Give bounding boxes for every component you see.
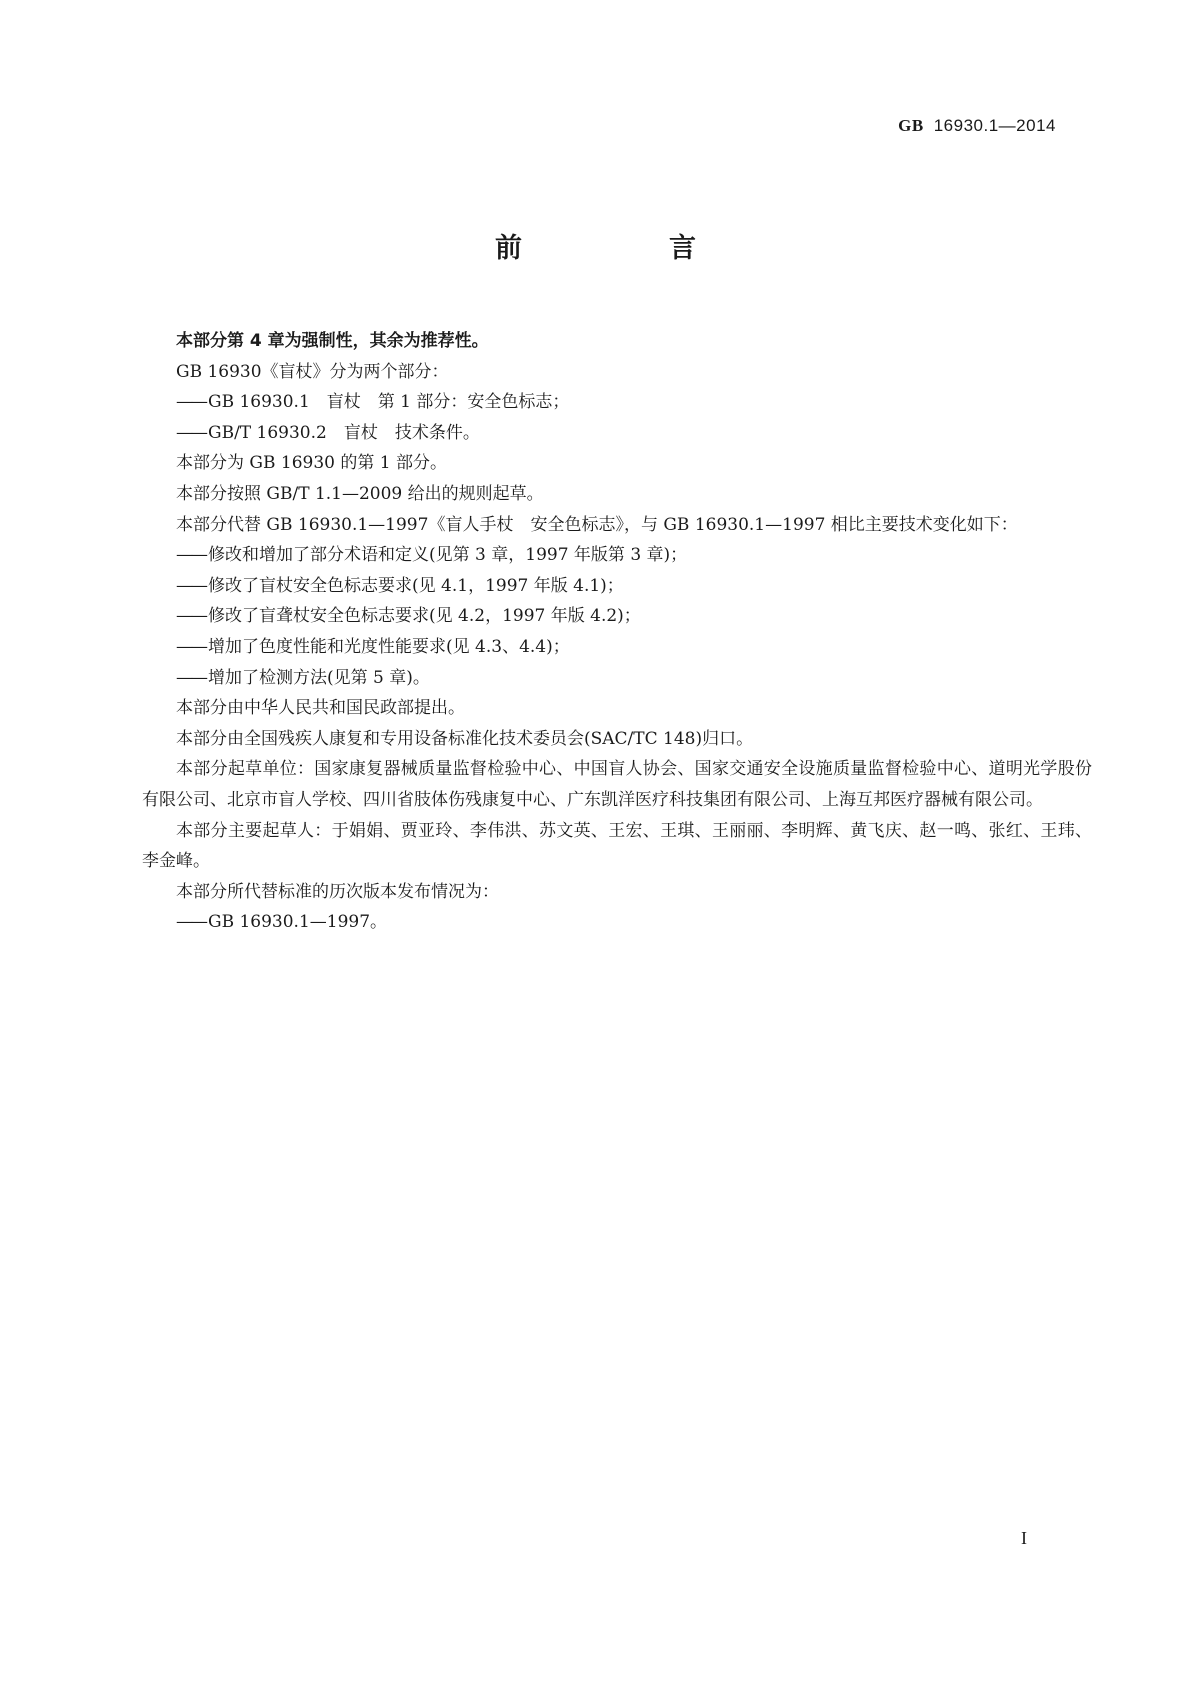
paragraph: 本部分由中华人民共和国民政部提出。 [176,698,465,719]
paragraph: 本部分所代替标准的历次版本发布情况为： [176,881,499,902]
list-item: —— 增加了检测方法(见第 5 章)。 [142,663,1092,694]
mandatory-statement: 本部分第 4 章为强制性，其余为推荐性。 [176,331,489,351]
paragraph: 本部分由全国残疾人康复和专用设备标准化技术委员会(SAC/TC 148)归口。 [176,728,754,749]
paragraph: 本部分按照 GB/T 1.1—2009 给出的规则起草。 [176,483,544,504]
standard-prefix: GB [898,116,924,135]
standard-code [898,116,1056,136]
paragraph: GB 16930《盲杖》分为两个部分： [176,361,449,382]
list-item: —— 修改了盲杖安全色标志要求(见 4.1，1997 年版 4.1)； [142,571,1092,602]
drafting-units: 本部分起草单位：国家康复器械质量监督检验中心、中国盲人协会、国家交通安全设施质量监督检验中心、道明光学股份有限公司、北京市盲人学校、四川省肢体伤残康复中心、广东凯洋医疗科技集团有限公司、上海互邦医疗器械有限公司。 [142,759,1092,810]
list-item: —— 修改和增加了部分术语和定义(见第 3 章，1997 年版第 3 章)； [142,540,1092,571]
foreword-body [142,326,1092,938]
paragraph: 本部分为 GB 16930 的第 1 部分。 [176,453,447,474]
page-number: I [1021,1528,1027,1548]
list-item: —— GB/T 16930.2 盲杖 技术条件。 [142,418,1092,449]
standard-number: 16930.1—2014 [933,116,1056,135]
list-item: —— GB 16930.1 盲杖 第 1 部分：安全色标志； [142,387,1092,418]
list-item: —— 增加了色度性能和光度性能要求(见 4.3、4.4)； [142,632,1092,663]
paragraph: 本部分代替 GB 16930.1—1997《盲人手杖 安全色标志》，与 GB 16930.1—1997 相比主要技术变化如下： [176,514,1018,535]
list-item: —— GB 16930.1—1997。 [142,907,1092,938]
drafters: 本部分主要起草人：于娟娟、贾亚玲、李伟洪、苏文英、王宏、王琪、王丽丽、李明辉、黄飞庆、赵一鸣、张红、王玮、李金峰。 [142,820,1092,872]
page-title: 前 言 [495,233,756,264]
list-item: —— 修改了盲聋杖安全色标志要求(见 4.2，1997 年版 4.2)； [142,601,1092,632]
